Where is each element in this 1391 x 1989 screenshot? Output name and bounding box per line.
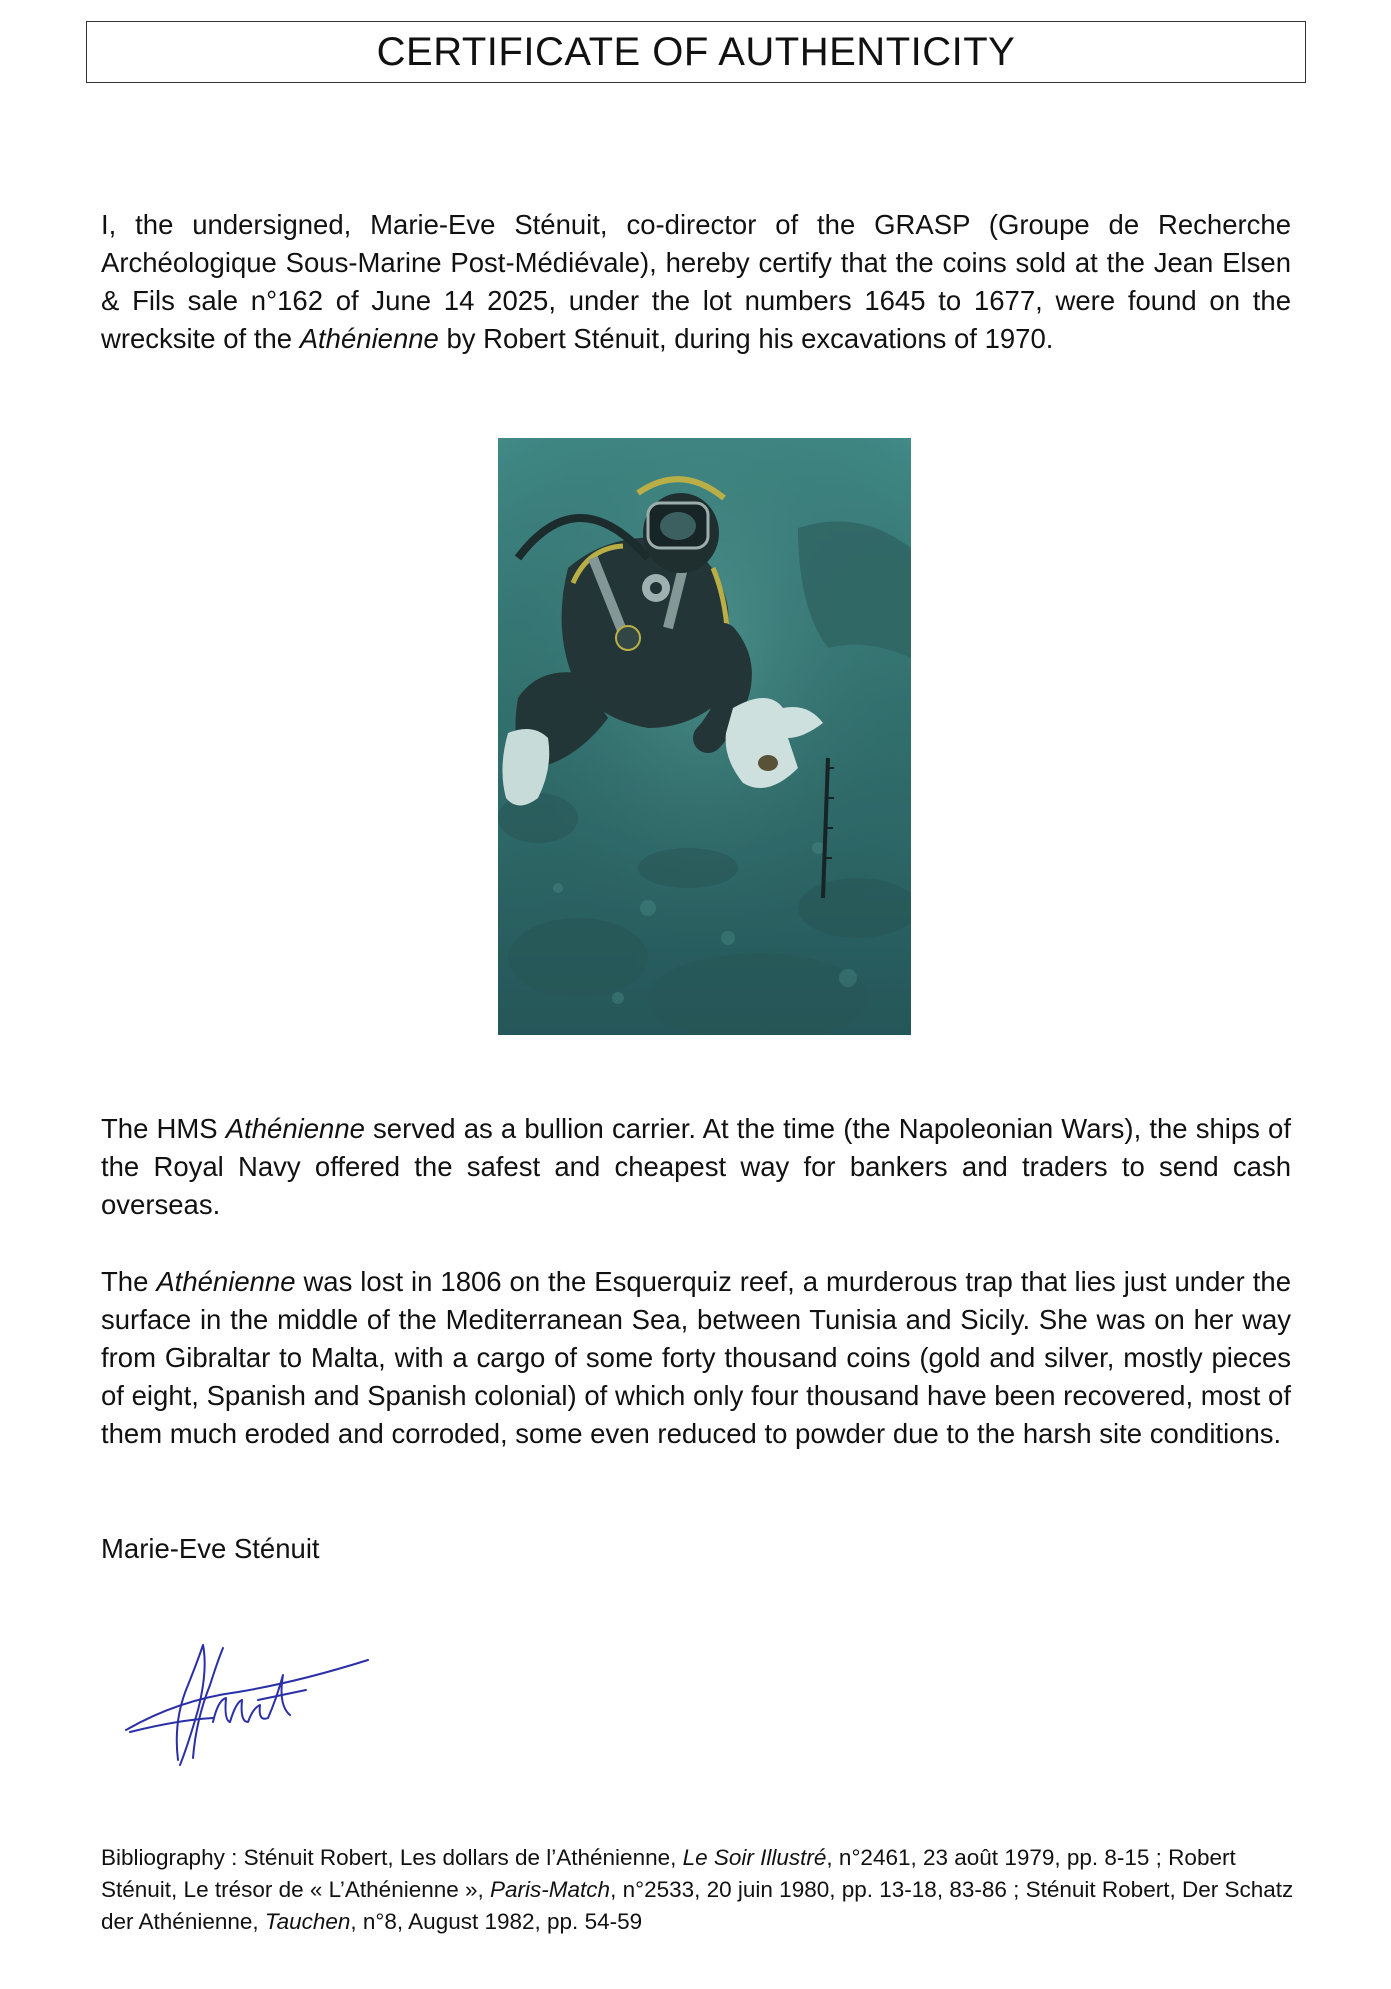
title-box [86, 21, 1306, 83]
bibliography [101, 1842, 1301, 1938]
text-span: I, the undersigned, Marie-Eve Sténuit, co-director of the GRASP (Groupe de Recherche Archéologique Sous-Marine Post-Médiévale), hereby certify that the coins sold at the Jean Elsen & Fils sale n°162 of June 14 2025, under the lot numbers 1645 to 1677, were found on the wrecksite of the [101, 209, 1291, 354]
text-span: was lost in 1806 on the Esquerquiz reef, a murderous trap that lies just under the surface in the middle of the Mediterranean Sea, between Tunisia and Sicily. She was on her way from Gibraltar to Malta, with a cargo of some forty thousand coins (gold and silver, mostly pieces of eight, Spanish and Spanish colonial) of which only four thousand have been recovered, most of them much eroded and corroded, some even reduced to powder due to the harsh site conditions. [101, 1266, 1291, 1449]
text-span: The HMS [101, 1113, 226, 1144]
signatory-name: Marie-Eve Sténuit [101, 1533, 320, 1564]
certification-paragraph [101, 206, 1291, 358]
publication-italic: Tauchen [264, 1909, 351, 1934]
publication-italic: Paris-Match [490, 1877, 611, 1902]
shipwreck-paragraph [101, 1263, 1291, 1453]
page-title: CERTIFICATE OF AUTHENTICITY [376, 29, 1016, 74]
text-span: The [101, 1266, 157, 1297]
publication-italic: Le Soir Illustré [682, 1845, 827, 1870]
text-span: , n°8, August 1982, pp. 54-59 [350, 1909, 643, 1934]
text-span: by Robert Sténuit, during his excavations of 1970. [438, 323, 1054, 354]
handwritten-signature [118, 1630, 378, 1785]
ship-name-italic: Athénienne [299, 323, 439, 354]
text-span: , n°2461, 23 août 1979, pp. 8-15 ; Robert Sténuit, Le trésor de « L’Athénienne », [101, 1845, 1236, 1902]
text-span: , n°2533, 20 juin 1980, pp. 13-18, 83-86 ; Sténuit Robert, Der Schatz der Athénienne, [101, 1877, 1294, 1934]
diver-photo [498, 438, 911, 1035]
text-span: Bibliography : Sténuit Robert, Les dollars de l’Athénienne, [101, 1845, 683, 1870]
text-span: served as a bullion carrier. At the time (the Napoleonian Wars), the ships of the Royal Navy offered the safest and cheapest way for bankers and traders to send cash overseas. [101, 1113, 1291, 1220]
bullion-carrier-paragraph [101, 1110, 1291, 1224]
ship-name-italic: Athénienne [156, 1266, 296, 1297]
ship-name-italic: Athénienne [225, 1113, 365, 1144]
